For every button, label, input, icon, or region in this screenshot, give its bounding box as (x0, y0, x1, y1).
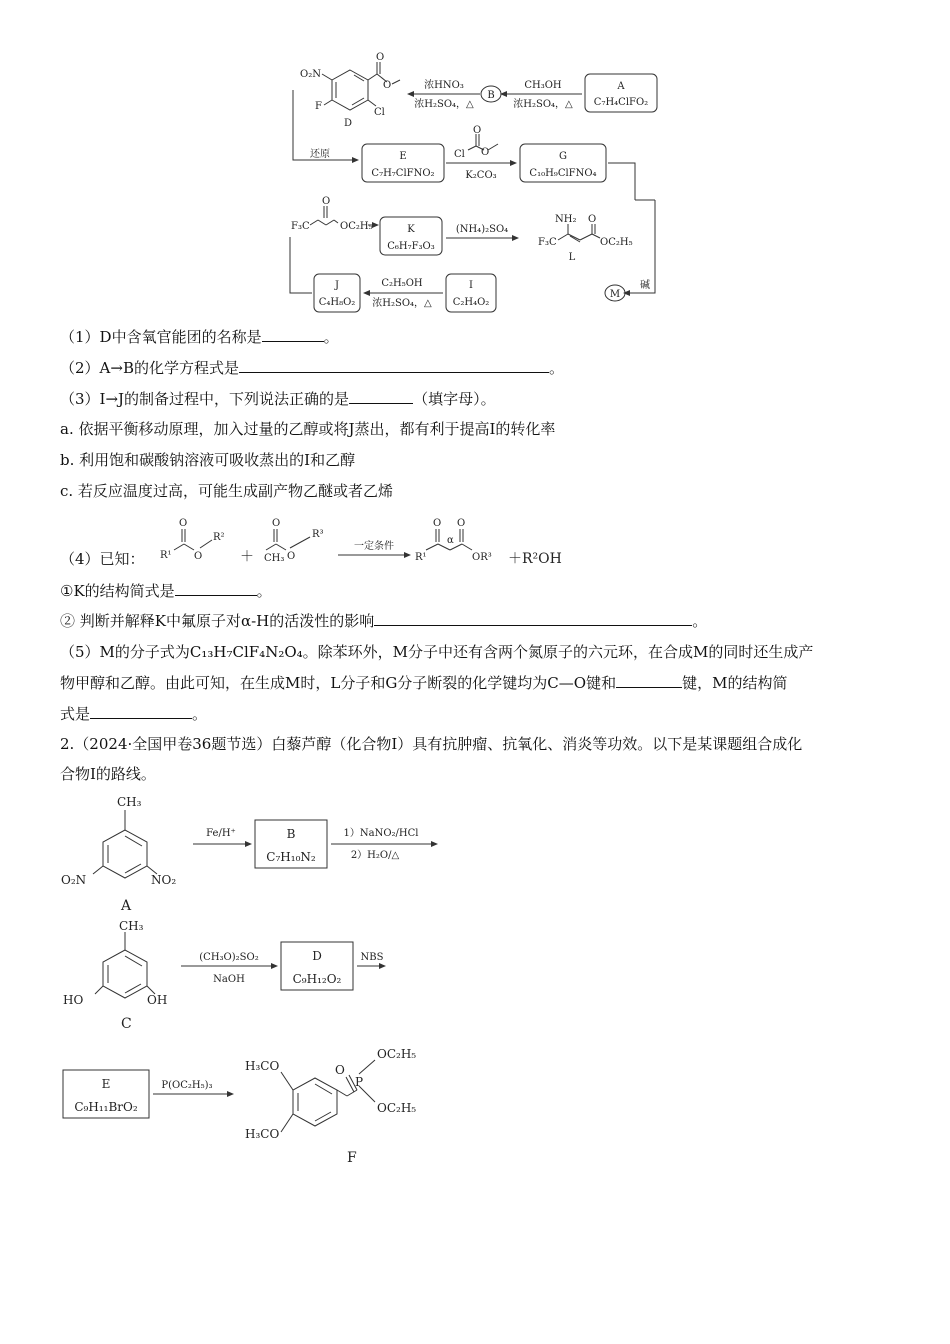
A-benzene-ring (103, 830, 147, 878)
q4-product-o2: O (457, 518, 466, 529)
L-f3c: F₃C (538, 237, 557, 248)
q5-line2b: 键，M的结构简 (682, 674, 788, 692)
question-5-line-1: （5）M的分子式为C₁₃H₇ClF₄N₂O₄。除苯环外，M分子中还有含两个氮原子的六元环，在合成M的同时还生成产 (60, 643, 814, 661)
rxn-A-B: Fe/H⁺ (206, 828, 236, 839)
box-K-name: K (407, 224, 415, 235)
D-benzene-ring (332, 70, 368, 110)
box-E-formula: C₉H₁₁BrO₂ (74, 1100, 138, 1114)
q2-answer-blank[interactable] (239, 358, 549, 373)
circle-B-label: B (487, 90, 495, 101)
q4-label (60, 548, 145, 570)
q5-line3b: 。 (192, 705, 208, 723)
rxn-B-step1: 1）NaNO₂/HCl (343, 828, 419, 839)
rxn-AB-bot: 浓H₂SO₄，△ (513, 99, 573, 110)
L-nh2: NH₂ (555, 214, 577, 225)
q4-condition: 一定条件 (354, 541, 394, 552)
box-A-name: A (617, 81, 625, 92)
D-ester-o2: O (383, 80, 392, 91)
question-4b (60, 610, 707, 632)
box-J-name: J (334, 280, 340, 291)
q4-r1: R¹ (160, 550, 172, 561)
q4-r3: R³ (312, 529, 324, 540)
box-G-formula: C₁₀H₉ClFNO₄ (529, 168, 597, 179)
q1-text: D中含氧官能团的名称是 (99, 328, 262, 346)
box-E-formula: C₇H₇ClFNO₂ (371, 168, 435, 179)
F-p: P (355, 1075, 364, 1089)
box-D-name: D (312, 949, 322, 963)
box-B-formula: C₇H₁₀N₂ (266, 850, 316, 864)
box-K-formula: C₆H₇F₃O₃ (387, 241, 435, 252)
rxn-KL: (NH₄)₂SO₄ (455, 224, 509, 235)
option-b: b. 利用饱和碳酸钠溶液可吸收蒸出的I和乙醇 (60, 451, 356, 469)
q4-o4: O (287, 551, 296, 562)
q4-alpha: α (447, 535, 454, 546)
L-label: L (568, 252, 576, 263)
scheme-1 (280, 52, 680, 310)
q4a-answer-blank[interactable] (175, 581, 257, 596)
q4-num: （4） (60, 550, 100, 568)
box-G-name: G (559, 151, 567, 162)
q4a-text: ①K的结构简式是 (60, 582, 175, 600)
question-3 (60, 388, 496, 410)
q4-product2: ＋R²OH (508, 551, 562, 567)
box-I-formula: C₂H₄O₂ (452, 297, 490, 308)
D-f-label: F (315, 101, 322, 112)
q2-end: 。 (548, 359, 564, 377)
q4-reaction-scheme (160, 505, 580, 575)
F-label: F (347, 1150, 357, 1166)
F-benzene-ring (293, 1078, 337, 1126)
question-4a (60, 580, 272, 602)
K-o: O (322, 196, 331, 207)
rxn-BD-bot: 浓H₂SO₄，△ (414, 99, 474, 110)
q5-line2a: 物甲醇和乙醇。由此可知，在生成M时，L分子和G分子断裂的化学键均为C—O键和 (60, 674, 617, 692)
K-f3c: F₃C (291, 221, 310, 232)
A-no2-right: NO₂ (151, 873, 177, 887)
A-no2-left: O₂N (61, 873, 87, 887)
rxn-IJ-top: C₂H₅OH (381, 278, 423, 289)
option-a: a. 依据平衡移动原理，加入过量的乙醇或将J蒸出，都有利于提高I的转化率 (60, 420, 556, 438)
box-I-name: I (469, 280, 473, 291)
box-J-formula: C₄H₈O₂ (318, 297, 356, 308)
C-label: C (121, 1016, 132, 1032)
box-E-name: E (101, 1077, 111, 1091)
q4-product-o1: O (433, 518, 442, 529)
q4b-text: ② 判断并解释K中氟原子对α-H的活泼性的影响 (60, 612, 375, 630)
A-ch3: CH₃ (117, 795, 142, 809)
L-o: O (588, 214, 597, 225)
scheme-2 (55, 790, 475, 1175)
q2-num: （2） (60, 359, 100, 377)
box-E-name: E (399, 151, 407, 162)
question-5-line-2 (60, 672, 787, 694)
rxn-NBS: NBS (360, 952, 384, 963)
question-5-line-3 (60, 703, 207, 725)
circle-M-label: M (609, 289, 621, 300)
q4a-end: 。 (256, 582, 272, 600)
q4-product-r1: R¹ (415, 552, 427, 563)
q4-text: 已知： (99, 550, 145, 568)
q2-text: A→B的化学方程式是 (99, 359, 239, 377)
rxn-IJ-bot: 浓H₂SO₄，△ (372, 298, 432, 309)
box-A-formula: C₇H₄ClFO₂ (593, 97, 649, 108)
q4b-answer-blank[interactable] (374, 611, 692, 626)
q1-end: 。 (323, 328, 339, 346)
F-och3-bot: H₃CO (245, 1127, 280, 1141)
q3-text: I→J的制备过程中，下列说法正确的是 (99, 390, 350, 408)
question-2 (60, 357, 564, 379)
C-oh-right: OH (147, 993, 168, 1007)
reagent-o: O (473, 125, 482, 136)
q5-structure-blank[interactable] (90, 704, 192, 719)
arrow-DE-label: 还原 (310, 149, 330, 160)
K-oc2h5: OC₂H₅ (340, 221, 373, 232)
q4-plus: ＋ (240, 549, 254, 565)
q5-bond-blank[interactable] (616, 673, 682, 688)
q5-line3a: 式是 (60, 705, 91, 723)
D-no2-label: O₂N (300, 69, 321, 80)
L-oc2h5: OC₂H₅ (600, 237, 633, 248)
A-label: A (121, 898, 132, 914)
F-och3-top: H₃CO (245, 1059, 280, 1073)
q4-or3: OR³ (472, 552, 492, 563)
box-D-formula: C₉H₁₂O₂ (292, 972, 342, 986)
question-1 (60, 326, 339, 348)
reagent-cl: Cl (454, 149, 465, 160)
rxn-B-step2: 2）H₂O/△ (350, 850, 400, 861)
C-benzene-ring (103, 950, 147, 998)
rxn-E-F: P(OC₂H₅)₃ (161, 1080, 213, 1091)
box-B-name: B (286, 827, 296, 841)
q4-o1: O (179, 518, 188, 529)
rxn-AB-top: CH₃OH (524, 80, 562, 91)
q4b-end: 。 (692, 612, 708, 630)
option-c: c. 若反应温度过高，可能生成副产物乙醚或者乙烯 (60, 482, 393, 500)
q1-num: （1） (60, 328, 100, 346)
q3-answer-blank[interactable] (349, 389, 413, 404)
C-ch3: CH₃ (119, 919, 144, 933)
q3-num: （3） (60, 390, 100, 408)
q3-end: （填字母）。 (413, 390, 496, 408)
F-oc2h5-bot: OC₂H₅ (377, 1101, 417, 1115)
q4-o2: O (194, 551, 203, 562)
q4-o3: O (272, 518, 281, 529)
reagent-o2: O (481, 147, 490, 158)
F-o: O (335, 1063, 345, 1077)
D-label: D (344, 118, 353, 129)
C-ho-left: HO (63, 993, 84, 1007)
D-cl-label: Cl (374, 107, 385, 118)
problem-2-line-1: 2.（2024·全国甲卷36题节选）白藜芦醇（化合物I）具有抗肿瘤、抗氧化、消炎等功效。以下是某课题组合成化 (60, 735, 803, 753)
base-label: 碱 (640, 280, 650, 291)
reagent-k2co3: K₂CO₃ (465, 170, 497, 181)
q1-answer-blank[interactable] (262, 327, 324, 342)
q4-ch3: CH₃ (264, 553, 285, 564)
rxn-C-D-bot: NaOH (213, 974, 245, 985)
F-oc2h5-top: OC₂H₅ (377, 1047, 417, 1061)
problem-2-line-2: 合物I的路线。 (60, 765, 156, 783)
D-ester-o: O (376, 52, 385, 63)
q4-r2: R² (213, 532, 225, 543)
rxn-BD-top: 浓HNO₃ (424, 80, 464, 91)
rxn-C-D-top: (CH₃O)₂SO₂ (199, 952, 259, 963)
